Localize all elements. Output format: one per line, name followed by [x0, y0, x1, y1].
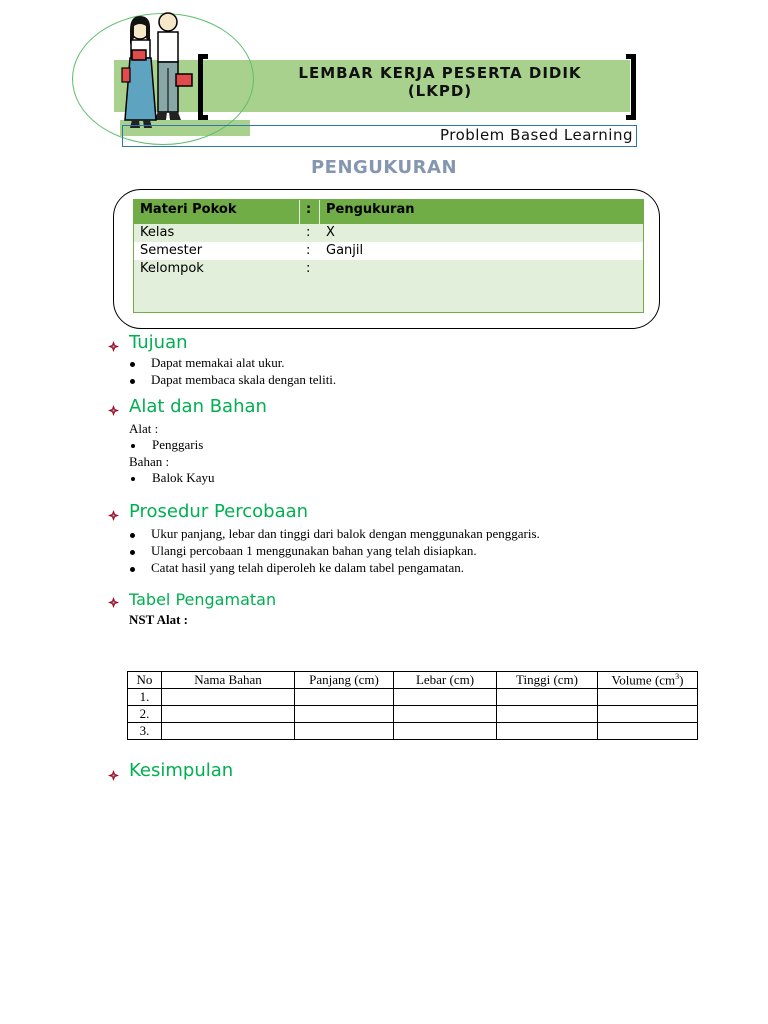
nst-label: NST Alat : — [129, 612, 188, 627]
list-item — [131, 437, 135, 453]
info-row-materi — [134, 200, 643, 224]
prosedur-item-2: Ulangi percobaan 1 menggunakan bahan yang telah disiapkan. — [151, 543, 477, 558]
table-cell[interactable] — [295, 706, 394, 723]
col-header-volume — [598, 672, 698, 689]
list-item — [130, 372, 135, 388]
section-bullet-icon — [108, 341, 119, 352]
section-bullet-icon — [108, 770, 119, 781]
col-header-tinggi: Tinggi (cm) — [497, 672, 598, 689]
info-row-kelompok — [134, 260, 643, 278]
page-title: PENGUKURAN — [310, 157, 458, 178]
volume-close: ) — [679, 672, 684, 688]
students-illustration — [118, 8, 198, 138]
info-row-semester — [134, 242, 643, 260]
row-number: 3. — [128, 723, 162, 740]
worksheet-title — [270, 64, 610, 100]
tujuan-item-1: Dapat memakai alat ukur. — [151, 355, 285, 370]
info-label: Materi Pokok — [140, 202, 237, 217]
bahan-item: Balok Kayu — [152, 470, 215, 485]
table-cell[interactable] — [295, 689, 394, 706]
info-sep: : — [306, 243, 311, 258]
info-row-kelas — [134, 224, 643, 242]
table-cell[interactable] — [598, 723, 698, 740]
col-header-no: No — [128, 672, 162, 689]
left-bracket — [198, 54, 208, 120]
info-table — [133, 199, 644, 313]
info-label: Kelas — [140, 225, 175, 240]
table-row — [128, 689, 698, 706]
alat-label: Alat : — [129, 421, 159, 436]
info-label: Semester — [140, 243, 203, 258]
table-header-row — [128, 672, 698, 689]
alat-bahan-heading: Alat dan Bahan — [129, 396, 267, 417]
table-cell[interactable] — [394, 706, 497, 723]
info-value: Ganjil — [326, 243, 364, 258]
section-bullet-icon — [108, 405, 119, 416]
tujuan-heading: Tujuan — [129, 332, 188, 353]
section-bullet-icon — [108, 597, 119, 608]
info-label: Kelompok — [140, 261, 204, 276]
list-item — [130, 355, 135, 371]
list-item — [130, 560, 135, 576]
table-cell[interactable] — [497, 689, 598, 706]
bahan-label: Bahan : — [129, 454, 170, 469]
kesimpulan-heading: Kesimpulan — [129, 760, 234, 781]
prosedur-item-1: Ukur panjang, lebar dan tinggi dari balok dengan menggunakan penggaris. — [151, 526, 540, 541]
prosedur-heading: Prosedur Percobaan — [129, 501, 309, 522]
table-cell[interactable] — [394, 689, 497, 706]
row-number: 2. — [128, 706, 162, 723]
col-header-lebar: Lebar (cm) — [394, 672, 497, 689]
table-cell[interactable] — [394, 723, 497, 740]
table-cell[interactable] — [497, 706, 598, 723]
volume-label: Volume (cm — [611, 672, 676, 688]
list-item — [130, 526, 135, 542]
table-cell[interactable] — [162, 689, 295, 706]
col-header-nama-bahan: Nama Bahan — [162, 672, 295, 689]
table-row — [128, 723, 698, 740]
list-item — [131, 470, 135, 486]
table-cell[interactable] — [162, 706, 295, 723]
table-cell[interactable] — [162, 723, 295, 740]
table-cell[interactable] — [295, 723, 394, 740]
table-cell[interactable] — [598, 706, 698, 723]
table-cell[interactable] — [598, 689, 698, 706]
row-number: 1. — [128, 689, 162, 706]
info-sep: : — [306, 225, 311, 240]
alat-item: Penggaris — [152, 437, 204, 452]
section-bullet-icon — [108, 510, 119, 521]
worksheet-title-line1: LEMBAR KERJA PESERTA DIDIK — [298, 64, 582, 82]
info-value: Pengukuran — [326, 202, 415, 217]
table-row — [128, 706, 698, 723]
col-header-panjang: Panjang (cm) — [295, 672, 394, 689]
prosedur-item-3: Catat hasil yang telah diperoleh ke dalam tabel pengamatan. — [151, 560, 464, 575]
worksheet-title-line2: (LKPD) — [407, 82, 473, 100]
volume-exponent: 3 — [675, 672, 680, 681]
tujuan-item-2: Dapat membaca skala dengan teliti. — [151, 372, 337, 387]
learning-model-label: Problem Based Learning — [439, 126, 633, 144]
right-bracket — [626, 54, 636, 120]
info-value: X — [326, 225, 335, 240]
table-cell[interactable] — [497, 723, 598, 740]
info-sep: : — [306, 261, 311, 276]
info-sep: : — [306, 202, 312, 217]
tabel-heading: Tabel Pengamatan — [129, 590, 277, 609]
observation-table — [127, 671, 698, 740]
list-item — [130, 543, 135, 559]
